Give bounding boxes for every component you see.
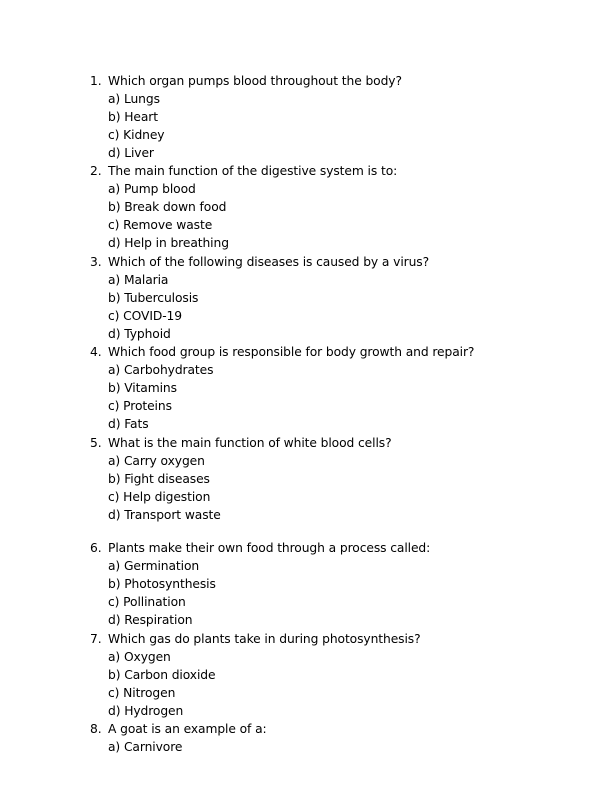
question-6	[90, 539, 430, 629]
option: b) Photosynthesis	[108, 577, 216, 591]
option: b) Tuberculosis	[108, 291, 199, 305]
question-7	[90, 630, 421, 720]
option: b) Break down food	[108, 200, 227, 214]
option: a) Carnivore	[108, 740, 183, 754]
option: d) Help in breathing	[108, 236, 229, 250]
question-text: A goat is an example of a:	[108, 722, 267, 736]
option: d) Hydrogen	[108, 704, 184, 718]
question-1	[90, 72, 402, 162]
question-number: 1.	[90, 74, 102, 88]
question-2	[90, 162, 397, 252]
option: c) Remove waste	[108, 218, 213, 232]
option: a) Lungs	[108, 92, 160, 106]
option: c) Nitrogen	[108, 686, 176, 700]
question-text: The main function of the digestive system is to:	[108, 164, 398, 178]
option: a) Malaria	[108, 273, 169, 287]
question-3	[90, 253, 429, 343]
option: c) COVID-19	[108, 309, 183, 323]
question-4	[90, 343, 474, 433]
option: b) Fight diseases	[108, 472, 210, 486]
question-number: 4.	[90, 345, 102, 359]
question-number: 3.	[90, 255, 102, 269]
question-8	[90, 720, 267, 756]
question-text: Which of the following diseases is caused by a virus?	[108, 255, 430, 269]
option: a) Carry oxygen	[108, 454, 205, 468]
option: b) Carbon dioxide	[108, 668, 216, 682]
option: c) Proteins	[108, 399, 172, 413]
question-text: Which organ pumps blood throughout the body?	[108, 74, 402, 88]
question-text: Which gas do plants take in during photosynthesis?	[108, 632, 421, 646]
option: c) Kidney	[108, 128, 165, 142]
option: b) Heart	[108, 110, 158, 124]
question-text: What is the main function of white blood cells?	[108, 436, 392, 450]
question-number: 7.	[90, 632, 102, 646]
question-5	[90, 434, 392, 524]
option: d) Respiration	[108, 613, 193, 627]
option: d) Liver	[108, 146, 154, 160]
option: b) Vitamins	[108, 381, 177, 395]
option: a) Pump blood	[108, 182, 196, 196]
question-number: 6.	[90, 541, 102, 555]
option: d) Typhoid	[108, 327, 171, 341]
option: d) Fats	[108, 417, 149, 431]
question-text: Which food group is responsible for body growth and repair?	[108, 345, 475, 359]
question-number: 8.	[90, 722, 102, 736]
option: a) Carbohydrates	[108, 363, 214, 377]
option: c) Pollination	[108, 595, 186, 609]
option: c) Help digestion	[108, 490, 211, 504]
option: d) Transport waste	[108, 508, 221, 522]
question-number: 5.	[90, 436, 102, 450]
question-number: 2.	[90, 164, 102, 178]
option: a) Oxygen	[108, 650, 171, 664]
question-text: Plants make their own food through a process called:	[108, 541, 431, 555]
option: a) Germination	[108, 559, 200, 573]
